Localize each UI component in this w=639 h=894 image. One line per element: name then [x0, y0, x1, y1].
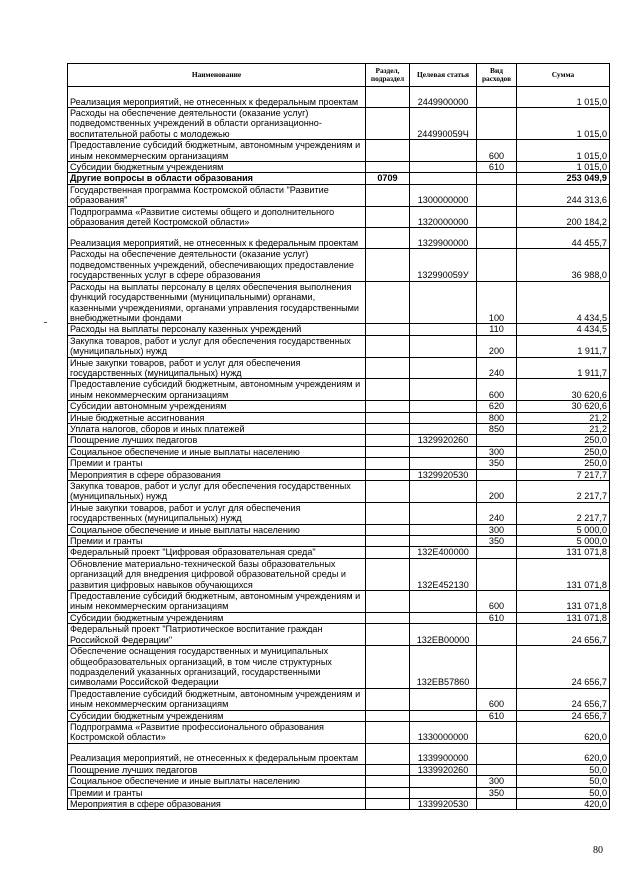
cell-type: 300 [477, 524, 517, 535]
cell-type [477, 173, 517, 184]
cell-target: 1329920260 [410, 435, 477, 446]
cell-section [366, 502, 410, 524]
cell-amount: 250,0 [517, 435, 610, 446]
cell-section [366, 743, 410, 764]
table-row [68, 423, 610, 434]
cell-type: 620 [477, 401, 517, 412]
cell-name: Предоставление субсидий бюджетным, автономным учреждениям и иным некоммерческим организациям [68, 688, 366, 710]
cell-amount: 4 434,5 [517, 324, 610, 335]
table-row [68, 688, 610, 710]
table-row [68, 249, 610, 281]
cell-amount: 244 313,6 [517, 184, 610, 206]
cell-name: Субсидии бюджетным учреждениям [68, 612, 366, 623]
table-row [68, 412, 610, 423]
cell-name: Социальное обеспечение и иные выплаты населению [68, 776, 366, 787]
cell-amount: 131 071,8 [517, 547, 610, 558]
cell-section [366, 281, 410, 324]
cell-amount: 1 015,0 [517, 108, 610, 140]
cell-type: 600 [477, 688, 517, 710]
cell-type: 600 [477, 379, 517, 401]
cell-name: Поощрение лучших педагогов [68, 435, 366, 446]
cell-name: Подпрограмма «Развитие системы общего и дополнительного образования детей Костромской области» [68, 206, 366, 228]
header-amount: Сумма [517, 64, 610, 87]
cell-section [366, 87, 410, 108]
cell-target [410, 162, 477, 173]
cell-type [477, 798, 517, 809]
cell-target [410, 612, 477, 623]
table-row [68, 281, 610, 324]
cell-section [366, 646, 410, 689]
cell-type [477, 108, 517, 140]
cell-name: Социальное обеспечение и иные выплаты населению [68, 446, 366, 457]
cell-type: 610 [477, 162, 517, 173]
cell-section [366, 206, 410, 228]
cell-name: Другие вопросы в области образования [68, 173, 366, 184]
cell-section [366, 401, 410, 412]
table-row [68, 536, 610, 547]
cell-amount: 21,2 [517, 412, 610, 423]
cell-target [410, 524, 477, 535]
cell-section [366, 435, 410, 446]
header-section: Раздел, подраздел [366, 64, 410, 87]
cell-type: 350 [477, 787, 517, 798]
cell-type [477, 624, 517, 646]
table-row [68, 357, 610, 379]
cell-type [477, 646, 517, 689]
cell-amount: 21,2 [517, 423, 610, 434]
cell-section [366, 324, 410, 335]
cell-section [366, 721, 410, 743]
cell-section [366, 357, 410, 379]
cell-name: Расходы на выплаты персоналу казенных учреждений [68, 324, 366, 335]
cell-target [410, 281, 477, 324]
cell-target [410, 787, 477, 798]
cell-amount: 620,0 [517, 743, 610, 764]
cell-amount: 200 184,2 [517, 206, 610, 228]
cell-name: Предоставление субсидий бюджетным, автономным учреждениям и иным некоммерческим организациям [68, 140, 366, 162]
cell-section [366, 108, 410, 140]
cell-target [410, 401, 477, 412]
cell-name: Реализация мероприятий, не отнесенных к федеральным проектам [68, 228, 366, 249]
cell-name: Закупка товаров, работ и услуг для обеспечения государственных (муниципальных) нужд [68, 481, 366, 503]
cell-amount: 131 071,8 [517, 612, 610, 623]
table-row [68, 547, 610, 558]
table-row [68, 646, 610, 689]
table-row [68, 184, 610, 206]
cell-section [366, 335, 410, 357]
cell-amount: 5 000,0 [517, 524, 610, 535]
header-target: Целевая статья [410, 64, 477, 87]
cell-name: Расходы на обеспечение деятельности (оказание услуг) подведомственных учреждений, обеспечивающих предоставление государственных услуг в сфере образования [68, 249, 366, 281]
cell-section [366, 162, 410, 173]
cell-section [366, 184, 410, 206]
cell-type [477, 743, 517, 764]
cell-type: 100 [477, 281, 517, 324]
cell-amount: 250,0 [517, 446, 610, 457]
cell-amount: 4 434,5 [517, 281, 610, 324]
cell-section [366, 524, 410, 535]
cell-type: 300 [477, 776, 517, 787]
table-row [68, 524, 610, 535]
cell-target [410, 140, 477, 162]
cell-target: 1329900000 [410, 228, 477, 249]
cell-type [477, 547, 517, 558]
table-row [68, 764, 610, 775]
cell-amount: 24 656,7 [517, 646, 610, 689]
cell-section [366, 412, 410, 423]
cell-type: 200 [477, 481, 517, 503]
table-row [68, 401, 610, 412]
cell-target: 132EB00000 [410, 624, 477, 646]
cell-name: Обновление материально-технической базы образовательных организаций для внедрения цифровой образовательной среды и развития цифровых навыков обучающихся [68, 558, 366, 590]
table-row [68, 721, 610, 743]
cell-target [410, 357, 477, 379]
cell-section [366, 787, 410, 798]
table-row [68, 502, 610, 524]
header-type: Вид расходов [477, 64, 517, 87]
cell-section [366, 249, 410, 281]
cell-target [410, 446, 477, 457]
cell-name: Обеспечение оснащения государственных и муниципальных общеобразовательных организаций, в том числе структурных подразделений указанных организаций, государственными символами Российской Федерации [68, 646, 366, 689]
cell-type: 350 [477, 536, 517, 547]
cell-section [366, 458, 410, 469]
cell-name: Предоставление субсидий бюджетным, автономным учреждениям и иным некоммерческим организациям [68, 591, 366, 613]
cell-amount: 36 988,0 [517, 249, 610, 281]
table-row [68, 335, 610, 357]
table-row [68, 324, 610, 335]
table-row [68, 87, 610, 108]
cell-target [410, 502, 477, 524]
cell-target [410, 379, 477, 401]
cell-type: 240 [477, 502, 517, 524]
cell-target [410, 423, 477, 434]
cell-name: Расходы на обеспечение деятельности (оказание услуг) подведомственных учреждений в области организационно-воспитательной работы с молодежью [68, 108, 366, 140]
table-body [68, 87, 610, 810]
cell-type: 800 [477, 412, 517, 423]
cell-type: 300 [477, 446, 517, 457]
cell-target: 2449900000 [410, 87, 477, 108]
table-row [68, 379, 610, 401]
cell-name: Мероприятия в сфере образования [68, 469, 366, 480]
cell-type [477, 469, 517, 480]
cell-name: Иные закупки товаров, работ и услуг для обеспечения государственных (муниципальных) нужд [68, 502, 366, 524]
cell-type [477, 435, 517, 446]
table-row [68, 591, 610, 613]
cell-type [477, 184, 517, 206]
cell-amount: 131 071,8 [517, 558, 610, 590]
cell-name: Реализация мероприятий, не отнесенных к федеральным проектам [68, 87, 366, 108]
cell-name: Иные бюджетные ассигнования [68, 412, 366, 423]
cell-amount: 7 217,7 [517, 469, 610, 480]
table-row [68, 624, 610, 646]
cell-section [366, 798, 410, 809]
page-number: 80 [593, 845, 603, 856]
cell-section [366, 612, 410, 623]
header-name: Наименование [68, 64, 366, 87]
cell-name: Предоставление субсидий бюджетным, автономным учреждениям и иным некоммерческим организациям [68, 379, 366, 401]
cell-amount: 50,0 [517, 764, 610, 775]
cell-amount: 620,0 [517, 721, 610, 743]
cell-amount: 131 071,8 [517, 591, 610, 613]
cell-amount: 2 217,7 [517, 502, 610, 524]
cell-type [477, 249, 517, 281]
cell-section [366, 591, 410, 613]
cell-type [477, 206, 517, 228]
cell-name: Иные закупки товаров, работ и услуг для обеспечения государственных (муниципальных) нужд [68, 357, 366, 379]
cell-type: 110 [477, 324, 517, 335]
cell-type: 610 [477, 612, 517, 623]
cell-type [477, 764, 517, 775]
table-row [68, 140, 610, 162]
cell-section [366, 558, 410, 590]
cell-target [410, 458, 477, 469]
cell-name: Расходы на выплаты персоналу в целях обеспечения выполнения функций государственными (муниципальными) органами, казенными учреждениями, органами управления государственными внебюджетными фондами [68, 281, 366, 324]
cell-type: 600 [477, 591, 517, 613]
cell-name: Субсидии бюджетным учреждениям [68, 162, 366, 173]
cell-section [366, 688, 410, 710]
cell-name: Премии и гранты [68, 536, 366, 547]
cell-target: 1329920530 [410, 469, 477, 480]
cell-amount: 30 620,6 [517, 379, 610, 401]
cell-section [366, 379, 410, 401]
cell-amount: 250,0 [517, 458, 610, 469]
table-row [68, 206, 610, 228]
cell-section [366, 624, 410, 646]
table-row [68, 446, 610, 457]
cell-target [410, 710, 477, 721]
cell-amount: 44 455,7 [517, 228, 610, 249]
cell-name: Премии и гранты [68, 787, 366, 798]
cell-name: Государственная программа Костромской области "Развитие образования" [68, 184, 366, 206]
cell-section [366, 423, 410, 434]
cell-name: Субсидии бюджетным учреждениям [68, 710, 366, 721]
cell-target [410, 335, 477, 357]
cell-amount: 24 656,7 [517, 688, 610, 710]
cell-section [366, 140, 410, 162]
cell-section [366, 228, 410, 249]
cell-amount: 24 656,7 [517, 710, 610, 721]
cell-section [366, 764, 410, 775]
cell-type: 610 [477, 710, 517, 721]
cell-target: 132E400000 [410, 547, 477, 558]
cell-amount: 50,0 [517, 776, 610, 787]
cell-target: 1300000000 [410, 184, 477, 206]
cell-name: Закупка товаров, работ и услуг для обеспечения государственных (муниципальных) нужд [68, 335, 366, 357]
table-row [68, 162, 610, 173]
cell-target: 1320000000 [410, 206, 477, 228]
table-header-row [68, 64, 610, 87]
cell-target [410, 688, 477, 710]
cell-target [410, 536, 477, 547]
cell-target [410, 173, 477, 184]
table-row [68, 435, 610, 446]
cell-name: Уплата налогов, сборов и иных платежей [68, 423, 366, 434]
cell-name: Субсидии автономным учреждениям [68, 401, 366, 412]
cell-name: Подпрограмма «Развитие профессионального образования Костромской области» [68, 721, 366, 743]
table-row [68, 743, 610, 764]
table-row [68, 469, 610, 480]
cell-type: 240 [477, 357, 517, 379]
cell-name: Федеральный проект "Патриотическое воспитание граждан Российской Федерации" [68, 624, 366, 646]
cell-section [366, 547, 410, 558]
cell-target [410, 324, 477, 335]
cell-target: 132EB57860 [410, 646, 477, 689]
cell-type: 200 [477, 335, 517, 357]
cell-amount: 1 015,0 [517, 140, 610, 162]
cell-amount: 420,0 [517, 798, 610, 809]
cell-target: 1339900000 [410, 743, 477, 764]
cell-type: 350 [477, 458, 517, 469]
cell-type [477, 558, 517, 590]
cell-amount: 253 049,9 [517, 173, 610, 184]
table-row [68, 558, 610, 590]
cell-target: 1330000000 [410, 721, 477, 743]
cell-type [477, 228, 517, 249]
cell-amount: 24 656,7 [517, 624, 610, 646]
cell-section [366, 481, 410, 503]
table-row [68, 710, 610, 721]
table-row [68, 776, 610, 787]
cell-section: 0709 [366, 173, 410, 184]
cell-name: Поощрение лучших педагогов [68, 764, 366, 775]
cell-amount: 30 620,6 [517, 401, 610, 412]
cell-amount: 1 911,7 [517, 357, 610, 379]
cell-target [410, 481, 477, 503]
cell-section [366, 776, 410, 787]
cell-target: 132990059У [410, 249, 477, 281]
table-row [68, 787, 610, 798]
table-row [68, 481, 610, 503]
table-row [68, 228, 610, 249]
table-row [68, 173, 610, 184]
cell-target [410, 591, 477, 613]
cell-type [477, 721, 517, 743]
cell-target: 1339920260 [410, 764, 477, 775]
cell-type: 600 [477, 140, 517, 162]
cell-type: 850 [477, 423, 517, 434]
cell-target: 244990059Ч [410, 108, 477, 140]
cell-name: Федеральный проект "Цифровая образовательная среда" [68, 547, 366, 558]
scan-mark [44, 322, 47, 323]
cell-section [366, 446, 410, 457]
cell-name: Социальное обеспечение и иные выплаты населению [68, 524, 366, 535]
cell-section [366, 469, 410, 480]
cell-amount: 5 000,0 [517, 536, 610, 547]
cell-amount: 50,0 [517, 787, 610, 798]
cell-section [366, 536, 410, 547]
cell-target: 132E452130 [410, 558, 477, 590]
cell-target [410, 776, 477, 787]
cell-amount: 2 217,7 [517, 481, 610, 503]
cell-type [477, 87, 517, 108]
table-row [68, 108, 610, 140]
cell-target [410, 412, 477, 423]
cell-name: Реализация мероприятий, не отнесенных к федеральным проектам [68, 743, 366, 764]
cell-name: Мероприятия в сфере образования [68, 798, 366, 809]
cell-section [366, 710, 410, 721]
cell-amount: 1 911,7 [517, 335, 610, 357]
cell-amount: 1 015,0 [517, 162, 610, 173]
table-row [68, 458, 610, 469]
table-row [68, 798, 610, 809]
table-row [68, 612, 610, 623]
cell-name: Премии и гранты [68, 458, 366, 469]
budget-table [67, 63, 610, 810]
cell-amount: 1 015,0 [517, 87, 610, 108]
cell-target: 1339920530 [410, 798, 477, 809]
